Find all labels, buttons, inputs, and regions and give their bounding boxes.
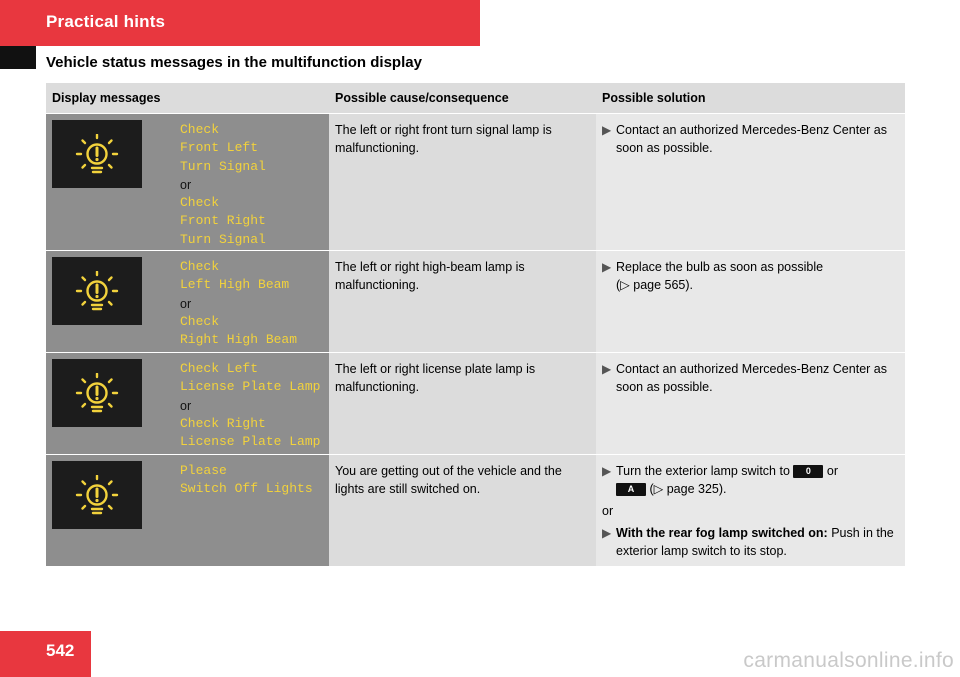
message-line: Check	[180, 122, 220, 137]
display-screen	[52, 461, 142, 529]
arrow-right-icon: ▶	[602, 260, 612, 274]
arrow-right-icon: ▶	[602, 362, 612, 376]
solution-text	[616, 524, 899, 560]
message-line: Front Right	[180, 213, 266, 229]
message-line: Left High Beam	[180, 277, 290, 293]
display-screen	[52, 257, 142, 325]
arrow-right-icon: ▶	[602, 123, 612, 137]
arrow-right-icon: ▶	[602, 464, 612, 478]
solution-cell	[596, 251, 905, 352]
status-messages-table	[46, 83, 905, 566]
solution-cell	[596, 455, 905, 566]
cause-cell: You are getting out of the vehicle and the lights are still switched on.	[329, 455, 596, 566]
solution-text	[616, 462, 838, 498]
solution-text-part: or	[826, 464, 839, 478]
solution-step	[602, 524, 899, 560]
page-reference-link: (▷ page 325).	[649, 482, 727, 496]
message-or: or	[180, 177, 192, 192]
solution-text: Contact an authorized Mercedes-Benz Center as soon as possible.	[616, 123, 887, 155]
display-message-cell	[46, 251, 329, 352]
page-number: 542	[46, 641, 75, 660]
display-message-cell	[46, 455, 329, 566]
header-possible-solution: Possible solution	[602, 91, 706, 105]
message-line: Turn Signal	[180, 231, 266, 247]
display-message-cell	[46, 114, 329, 250]
message-line: Turn Signal	[180, 158, 266, 174]
chapter-title: Practical hints	[46, 12, 166, 31]
message-line: Check	[180, 195, 220, 211]
solution-step	[602, 360, 899, 396]
header-possible-cause: Possible cause/consequence	[335, 91, 509, 105]
message-line: Check	[180, 313, 220, 329]
message-or: or	[180, 296, 192, 311]
message-line: Front Left	[180, 140, 259, 156]
solution-condition: With the rear fog lamp switched on:	[616, 526, 828, 540]
table-row	[46, 113, 905, 250]
table-header-row	[46, 83, 905, 113]
section-marker	[0, 46, 36, 69]
solution-text-part: Turn the exterior lamp switch to	[616, 464, 790, 478]
lamp-warning-icon	[74, 271, 120, 311]
lamp-switch-position-auto-icon: A	[616, 483, 646, 496]
message-line: License Plate Lamp	[180, 434, 321, 450]
arrow-right-icon: ▶	[602, 526, 612, 540]
message-line: Please	[180, 463, 227, 478]
solution-cell	[596, 353, 905, 454]
message-line: Switch Off Lights	[180, 481, 313, 497]
message-lines	[180, 461, 313, 560]
message-lines	[180, 359, 320, 448]
solution-step	[602, 121, 899, 157]
lamp-warning-icon	[74, 373, 120, 413]
message-line: License Plate Lamp	[180, 379, 321, 395]
cause-cell: The left or right front turn signal lamp is malfunctioning.	[329, 114, 596, 250]
message-line: Right High Beam	[180, 332, 298, 348]
cause-cell: The left or right high-beam lamp is malfunctioning.	[329, 251, 596, 352]
message-line: Check	[180, 259, 220, 274]
display-message-cell	[46, 353, 329, 454]
solution-text-line: Replace the bulb as soon as possible	[616, 260, 824, 274]
message-or: or	[180, 398, 192, 413]
lamp-switch-position-0-icon: 0	[793, 465, 823, 478]
solution-step	[602, 462, 899, 498]
cause-cell: The left or right license plate lamp is malfunctioning.	[329, 353, 596, 454]
header-display-messages: Display messages	[52, 91, 161, 105]
solution-cell	[596, 114, 905, 250]
solution-text	[616, 258, 823, 294]
message-line: Check Left	[180, 361, 259, 376]
display-screen	[52, 359, 142, 427]
message-lines	[180, 257, 297, 346]
lamp-warning-icon	[74, 475, 120, 515]
lamp-warning-icon	[74, 134, 120, 174]
section-heading: Vehicle status messages in the multifunction display	[46, 54, 422, 71]
solution-or-separator: or	[602, 504, 614, 518]
solution-step	[602, 258, 899, 294]
page-reference-link: (▷ page 565).	[616, 278, 694, 292]
table-row	[46, 250, 905, 352]
table-row	[46, 352, 905, 454]
table-row	[46, 454, 905, 566]
watermark: carmanualsonline.info	[743, 649, 954, 672]
message-line: Check Right	[180, 415, 266, 431]
solution-text: Contact an authorized Mercedes-Benz Center as soon as possible.	[616, 362, 887, 394]
solution-text-part: Push in the exterior lamp switch to its stop.	[616, 526, 894, 558]
display-screen	[52, 120, 142, 188]
message-lines	[180, 120, 266, 247]
